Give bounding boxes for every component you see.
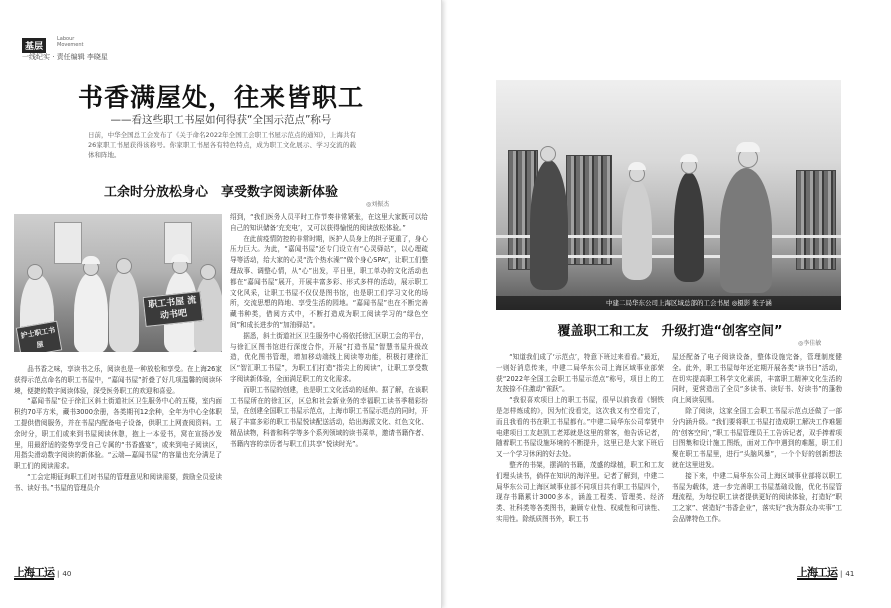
magazine-logo: 上海工运 xyxy=(14,566,54,579)
paragraph: “知道我们成了‘示范点’，特意下班过来看看。”最近，一则好消息传来，中建二局华东公司上海区域事业部荣获“2022年全国工会职工书屋示范点”称号，项目上的工友按捺不住激动“雀跃”。 xyxy=(496,353,664,394)
column-tag-en: Labour Movement xyxy=(57,36,84,48)
article-lead: 日前，中华全国总工会发布了《关于命名2022年全国工会职工书屋示范点的通知》，上海共有26家职工书屋获得该称号。你家职工书屋各有特色特点，成为职工文化展示、学习交流的载体和阵地。 xyxy=(88,131,356,159)
right-column-2 xyxy=(672,352,842,552)
photo-caption: 中建二局华东公司上海区域总部的工会书屋 ◎摄影 张子涵 xyxy=(496,296,841,310)
left-page xyxy=(0,0,442,608)
page-number: 40 xyxy=(62,570,72,578)
left-column-1 xyxy=(14,364,222,550)
paragraph: 屋还配备了电子阅读设备，整体设施完备，管理制度健全。此外，职工书屋每年还定期开展各类“读书日”活动，在切实提高职工科学文化素质，丰富职工精神文化生活的同时，更营造出了全员“多读书、读好书、好读书”的蓬勃向上阅读氛围。 xyxy=(672,353,842,405)
right-column-1 xyxy=(496,352,664,552)
article-title: 书香满屋处，往来皆职工 xyxy=(77,83,364,112)
photo-sign: 职工书屋 流动书吧 xyxy=(143,291,204,327)
column-tag: 基层 xyxy=(22,38,46,53)
magazine-logo: 上海工运 xyxy=(797,566,837,579)
paragraph: “工会定期征询职工们对书屋的管理意见和阅读需要，鼓励全员爱读书、读好书。”书屋的管理员介 xyxy=(14,472,222,492)
paragraph: 在此前疫情防控的非常时期，医护人员身上的担子更重了，身心压力巨大。为此，“嘉闻书屋”还专门设立有“心灵驿站”，以心理疏导等活动，给大家的心灵“洗个热水澡”“做个身心SPA”，让职工们整理故事、调整心情，从“心”出发，平日里，职工单办的文化活动也都在“嘉闻书屋”展开，开展丰富多彩、形式多样的活动，展示职工文化风采，让职工书屋不仅仅是图书馆，也是职工们学习文化的场所，交流思想的阵地、享受生活的园地。“嘉闻书屋”也在不断完善藏书种类，借阅方式中，不断打造成为职工阅读学习的“绿色空间”和成长进步的“加油驿站”。 xyxy=(230,234,428,329)
section-title: 工余时分放松身心 享受数字阅读新体验 xyxy=(103,185,338,200)
left-column-2 xyxy=(230,212,428,550)
library-photo xyxy=(496,80,841,310)
paragraph: 而职工书屋的创建，也是职工文化活动的延伸。据了解，在该职工书屋所在的徐汇区，区总和社会新业务的幸福职工读书季精彩纷呈，在创建全国职工书屋示范点，上海市职工书屋示范点的同时，开展了丰富多彩的职工书屋悦读配送活动，给出海派文化、红色文化、精品读物，科普和科学等多个系列领域的读书菜单，邀请书籍作者、书籍内容的亲历者与职工们共享“悦读时光”。 xyxy=(230,385,428,448)
photo-caption: 护士职工书屋 xyxy=(16,321,63,352)
byline: ◎刘振杰 xyxy=(366,201,390,208)
left-footer: 上海工运 | 40 xyxy=(14,566,72,579)
paragraph: “我很喜欢项目上的职工书屋，很早以前我看《钢铁是怎样炼成的》，因为忙没看完，这次我又有空看完了，而且我看的书在职工书屋都有。”中建二局华东公司奉贤中电建项目工友赵凯工老郑就是这里的常客，他告诉记者，随着职工书屋设施环境的不断提升，这里已是大家下班后又一个学习休闲的好去处。 xyxy=(496,396,664,459)
paragraph: 绍到，“我们医务人员平时工作节奏非常紧张，在这里大家既可以给自己的知识储备‘充充电’，又可以获得愉悦的阅读放松体验。” xyxy=(230,213,428,232)
paragraph: 整齐的书架，摆满的书籍，茂盛的绿植，职工和工友们埋头读书，倘佯在知识的海洋里。记者了解到，中建二局华东公司上海区域事业部不同项目共有职工书屋四个，现存书籍累计3000多本，涵盖工程类、管理类、经济类、社科类等各类图书，兼顾专业性、权威性和可读性、实用性。除纸质图书外，职工书 xyxy=(496,460,664,523)
right-footer: 上海工运 | 41 xyxy=(797,566,855,579)
byline: ◎李佳敏 xyxy=(798,340,822,347)
paragraph: 除了阅读，这家全国工会职工书屋示范点还做了一部分内涵升级。“我们要将职工书屋打造成职工解决工作难题的‘创客空间’，”职工书屋管理员王工告诉记者，双手捧着项目图集和设计施工图纸，面对工作中遇到的难题，职工们聚在职工书屋里，进行“头脑风暴”，一个个好的创新想法就在这里迸发。 xyxy=(672,406,842,469)
column-subtitle: 一线纪实 · 责任编辑 李晓星 xyxy=(22,53,108,61)
page-number: 41 xyxy=(845,570,855,578)
paragraph: 据悉，斜土街道社区卫生服务中心将依托徐汇区职工会的平台，与徐汇区图书馆进行深度合作，开展“打造书屋”智慧书屋升级改造，优化图书管理，增加移动端线上阅读等功能，积极打建徐汇区“智汇职工书屋”，为职工们打造“指尖上的阅读”，让职工享受数字阅读新体验，全面满足职工的文化需求。 xyxy=(230,331,428,383)
paragraph: 品书香之味，享读书之乐，阅读也是一种放松和享受。在上海26家获得示范点命名的职工书屋中，“嘉闻书屋”折叠了好几项温馨的阅读环境，便捷的数字阅读体验，深受医务职工的欢迎和喜爱。 xyxy=(14,365,222,395)
section-title: 覆盖职工和工友 升级打造“创客空间” xyxy=(557,324,783,339)
article-subtitle: ——看这些职工书屋如何得获“全国示范点”称号 xyxy=(110,114,332,126)
paragraph: 接下来，中建二局华东公司上海区域事业部将以职工书屋为载体，进一步完善职工书屋基础设施，优化书屋管理流程，为每位职工读者提供更好的阅读体验，打造好“职工之家”、营造好“书香企业”，落实好“我为群众办实事”工会品牌特色工作。 xyxy=(672,471,842,523)
nurses-photo xyxy=(14,214,222,352)
paragraph: “嘉闻书屋”位于徐汇区斜土街道社区卫生服务中心的五楼，室内面积约70平方米，藏书3000余册，各类期刊12余种，全年为中心全体职工提供借阅服务，并在书屋内配备电子设备，供职工上网查阅资料。工余时分，职工们或来到书屋阅读休憩，抱上一本爱书，窝在宣扬沙发里，用最舒适的姿势享受自己专属的“书香盛宴”，或来到电子阅读区，用指尖滑动数字阅读的新体验。“云端—嘉闻书屋”的容量也充分满足了职工们的阅读需求。 xyxy=(14,397,222,471)
